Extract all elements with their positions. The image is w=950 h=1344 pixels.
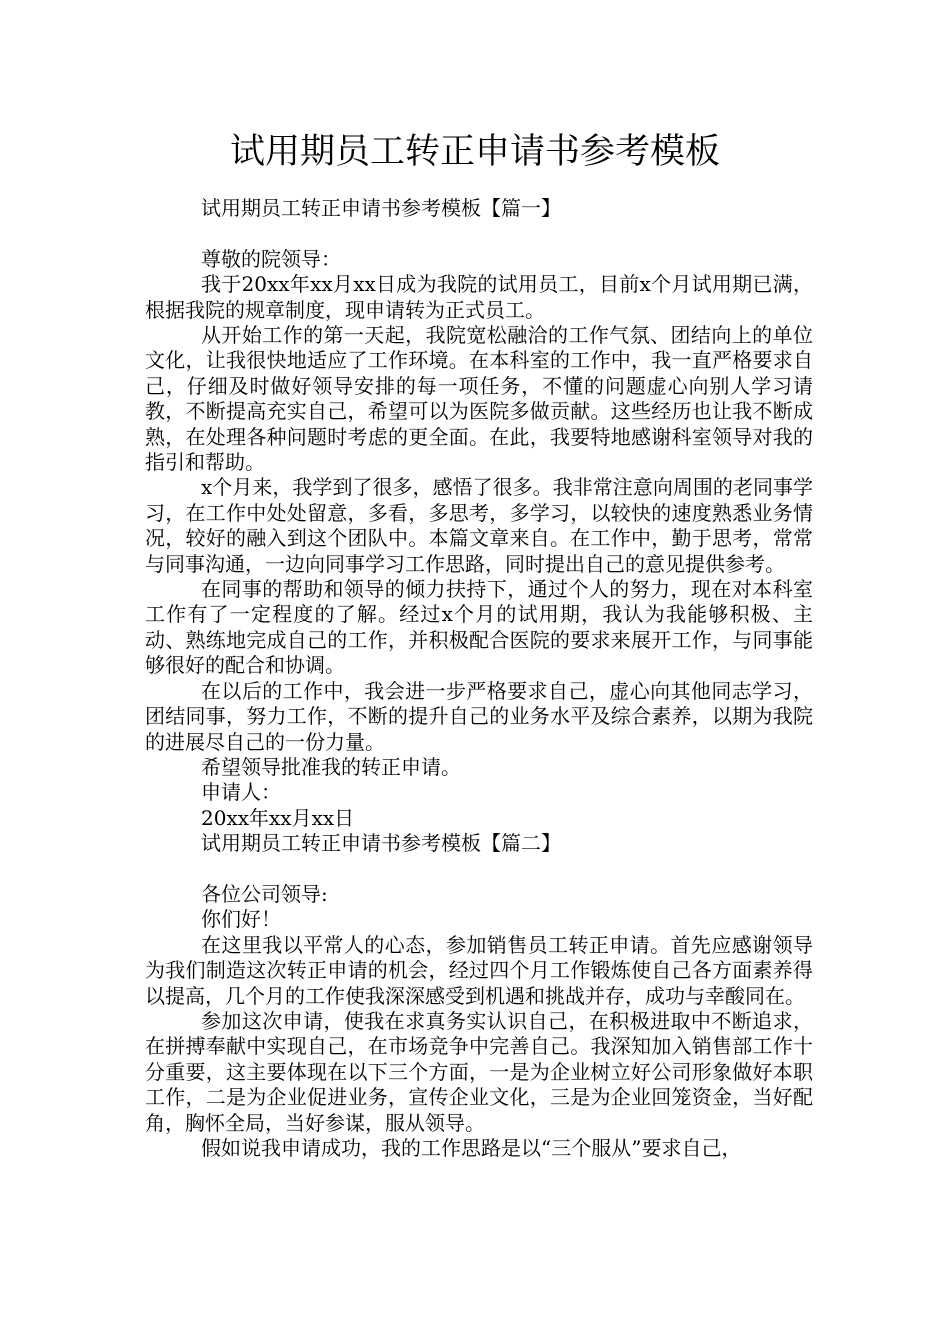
document-body	[145, 196, 813, 1161]
paragraph: 在以后的工作中，我会进一步严格要求自己，虚心向其他同志学习，团结同事，努力工作，不断的提升自己的业务水平及综合素养，以期为我院的进展尽自己的一份力量。	[145, 678, 813, 754]
section-heading-1: 试用期员工转正申请书参考模板【篇一】	[201, 196, 561, 220]
paragraph: 假如说我申请成功，我的工作思路是以“三个服从”要求自己，	[201, 1136, 742, 1160]
closing-line: 希望领导批准我的转正申请。	[201, 754, 461, 779]
blank-line	[145, 221, 813, 246]
greeting: 你们好！	[201, 907, 281, 932]
paragraph: 参加这次申请，使我在求真务实认识自己，在积极进取中不断追求，在拼搏奉献中实现自己，在市场竞争中完善自己。我深知加入销售部工作十分重要，这主要体现在以下三个方面，一是为企业树立好公司形象做好本职工作，二是为企业促进业务，宣传企业文化，三是为企业回笼资金，当好配角，胸怀全局，当好参谋，服从领导。	[145, 1008, 813, 1135]
paragraph: x个月来，我学到了很多，感悟了很多。我非常注意向周围的老同事学习，在工作中处处留意，多看，多思考，多学习，以较快的速度熟悉业务情况，较好的融入到这个团队中。本篇文章来自。在工作中，勤于思考，常常与同事沟通，一边向同事学习工作思路，同时提出自己的意见提供参考。	[145, 475, 813, 576]
blank-line	[145, 857, 813, 882]
applicant-label: 申请人：	[201, 780, 281, 805]
paragraph: 在同事的帮助和领导的倾力扶持下，通过个人的努力，现在对本科室工作有了一定程度的了解。经过x个月的试用期，我认为我能够积极、主动、熟练地完成自己的工作，并积极配合医院的要求来展开工作，与同事能够很好的配合和协调。	[145, 577, 813, 678]
section-heading-2: 试用期员工转正申请书参考模板【篇二】	[201, 831, 561, 856]
paragraph: 在这里我以平常人的心态，参加销售员工转正申请。首先应感谢领导为我们制造这次转正申请的机会，经过四个月工作锻炼使自己各方面素养得以提高，几个月的工作使我深深感受到机遇和挑战并存，成功与幸酸同在。	[145, 932, 813, 1008]
salutation-1: 尊敬的院领导：	[201, 246, 341, 271]
date-line: 20xx年xx月xx日	[201, 805, 355, 830]
paragraph: 我于20xx年xx月xx日成为我院的试用员工，目前x个月试用期已满，根据我院的规章制度，现申请转为正式员工。	[145, 272, 813, 322]
paragraph: 从开始工作的第一天起，我院宽松融洽的工作气氛、团结向上的单位文化，让我很快地适应了工作环境。在本科室的工作中，我一直严格要求自己，仔细及时做好领导安排的每一项任务，不懂的问题虚心向别人学习请教，不断提高充实自己，希望可以为医院多做贡献。这些经历也让我不断成熟，在处理各种问题时考虑的更全面。在此，我要特地感谢科室领导对我的指引和帮助。	[145, 323, 813, 475]
document-title: 试用期员工转正申请书参考模板	[229, 132, 720, 172]
salutation-2: 各位公司领导:	[201, 881, 328, 906]
